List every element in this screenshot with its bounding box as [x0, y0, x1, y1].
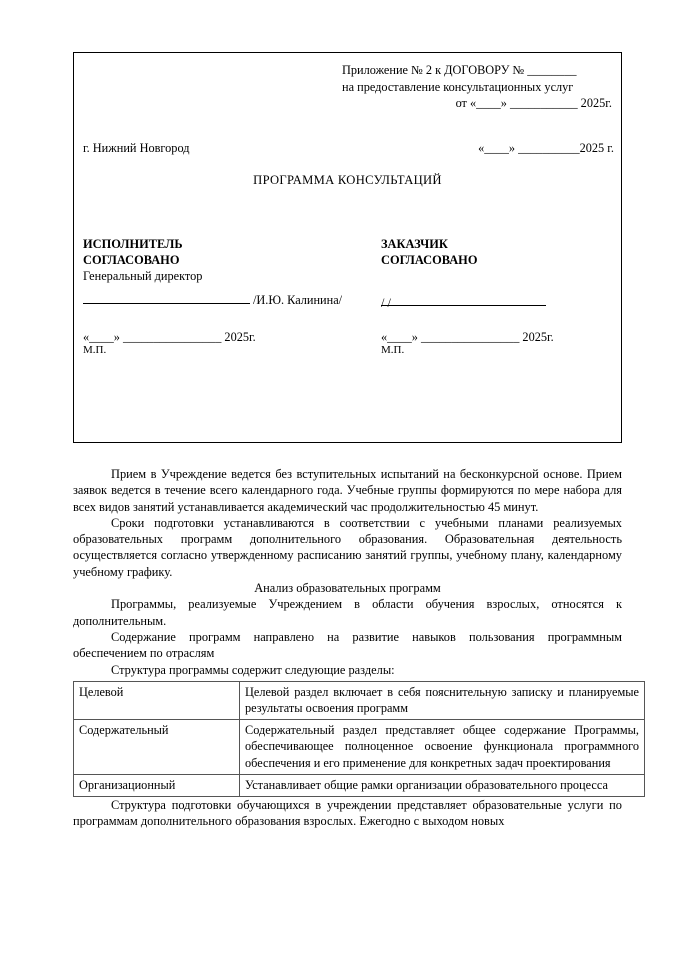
table-cell-section-desc: Устанавливает общие рамки организации образовательного процесса	[240, 774, 645, 796]
customer-party-label: ЗАКАЗЧИК	[381, 237, 448, 251]
customer-approve-label: СОГЛАСОВАНО	[381, 253, 478, 267]
customer-date: «____» ________________ 2025г.	[381, 330, 554, 344]
executor-signature-name: /И.Ю. Калинина/	[253, 293, 343, 307]
customer-stamp-label: М.П.	[381, 344, 405, 356]
table-cell-section-desc: Содержательный раздел представляет общее содержание Программы, обеспечивающее полноценное освоение функционала программного обеспечения и его применение для конкретных задач проектирования	[240, 720, 645, 775]
document-body	[73, 466, 639, 830]
paragraph-structure-intro: Структура программы содержит следующие разделы:	[111, 662, 395, 677]
program-structure-table	[73, 681, 645, 797]
customer-signature-line	[381, 291, 621, 306]
table-row	[74, 774, 645, 796]
executor-signature-rule	[83, 291, 250, 304]
section-heading-analysis: Анализ образовательных программ	[254, 581, 441, 596]
paragraph-content: Содержание программ направлено на развитие навыков пользования программным обеспечением по отраслям	[73, 629, 622, 661]
executor-date: «____» ________________ 2025г.	[83, 330, 256, 344]
paragraph-training-structure: Структура подготовки обучающихся в учреждении представляет образовательные услуги по программам дополнительного образования взрослых. Ежегодно с выходом новых	[73, 798, 622, 829]
customer-signature-name: / /	[381, 296, 391, 310]
page-title: ПРОГРАММА КОНСУЛЬТАЦИЙ	[253, 173, 442, 187]
table-row	[74, 681, 645, 719]
document-date-field: «____» __________2025 г.	[478, 141, 614, 155]
executor-signature-line	[83, 291, 348, 308]
paragraph-terms: Сроки подготовки устанавливаются в соответствии с учебными планами реализуемых образовательных программ дополнительного образования. Образовательная деятельность осуществляется согласно утвержденному расписанию занятий группы, учебному плану, календарному учебному графику.	[73, 515, 622, 579]
executor-block	[83, 236, 333, 268]
table-cell-section-desc: Целевой раздел включает в себя пояснительную записку и планируемые результаты освоения программ	[240, 681, 645, 719]
agreement-header-box	[73, 52, 622, 443]
paragraph-programs: Программы, реализуемые Учреждением в области обучения взрослых, относятся к дополнительным.	[73, 597, 622, 628]
executor-role: Генеральный директор	[83, 269, 203, 283]
table-cell-section-name: Целевой	[74, 681, 240, 719]
appendix-line-2: на предоставление консультационных услуг	[342, 79, 574, 94]
executor-party-label: ИСПОЛНИТЕЛЬ	[83, 237, 183, 251]
table-row	[74, 720, 645, 775]
customer-signature-rule	[381, 291, 546, 306]
city-label: г. Нижний Новгород	[83, 141, 190, 155]
executor-approve-label: СОГЛАСОВАНО	[83, 253, 180, 267]
appendix-line-3: от «____» ___________ 2025г.	[455, 96, 612, 110]
appendix-line-1: Приложение № 2 к ДОГОВОРУ № ________	[342, 63, 577, 77]
table-cell-section-name: Содержательный	[74, 720, 240, 775]
appendix-reference	[342, 62, 614, 112]
executor-stamp-label: М.П.	[83, 344, 107, 356]
table-cell-section-name: Организационный	[74, 774, 240, 796]
customer-block	[381, 236, 611, 268]
paragraph-admission: Прием в Учреждение ведется без вступительных испытаний на бесконкурсной основе. Прием заявок ведется в течение всего календарного года. Учебные группы формируются по мере набора для всех видов занятий устанавливается академический час продолжительностью 45 минут.	[73, 467, 622, 514]
